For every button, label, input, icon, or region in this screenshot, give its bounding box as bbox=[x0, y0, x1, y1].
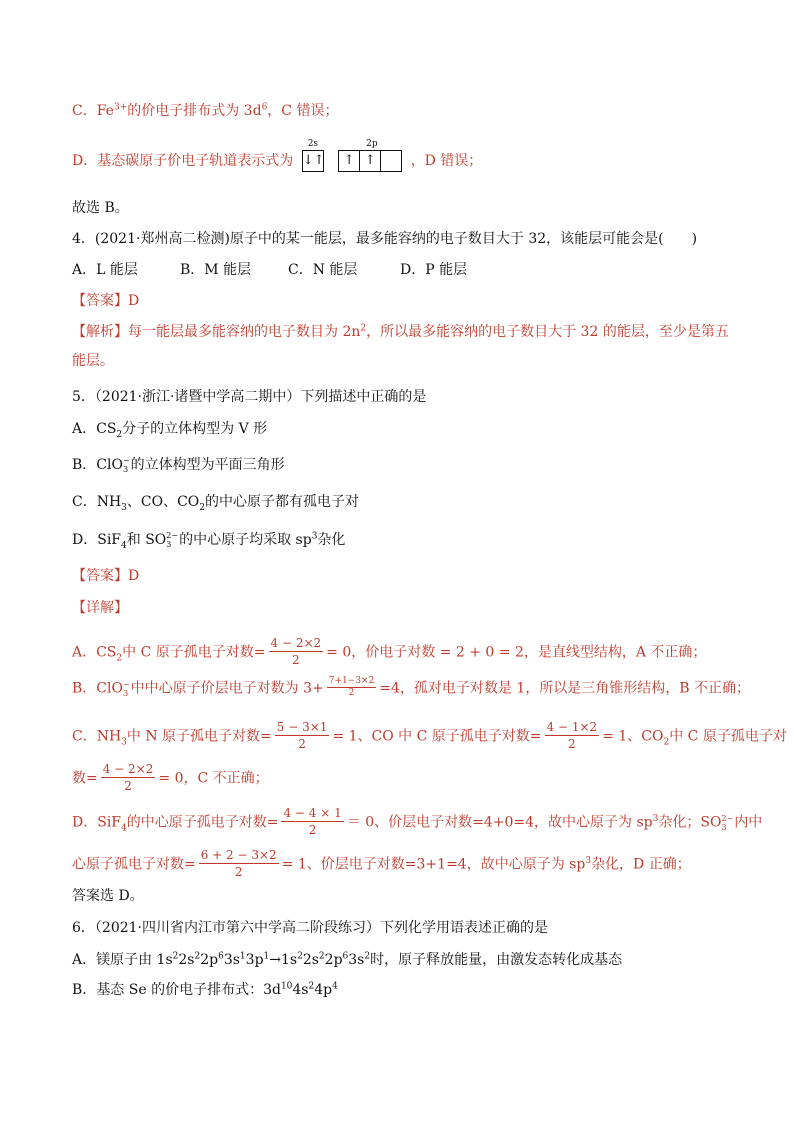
detail-c-2 bbox=[72, 762, 269, 795]
superscript: 4 bbox=[332, 981, 338, 992]
fraction bbox=[281, 805, 343, 838]
q5-option-a bbox=[72, 419, 267, 439]
subscript: 4 bbox=[121, 823, 127, 834]
text: = 1、CO bbox=[602, 728, 664, 745]
option-d: D．P 能层 bbox=[400, 262, 468, 278]
text: = 0，价电子对数 = 2 + 0 = 2，是直线型结构，A 不正确； bbox=[326, 644, 707, 661]
subscript: 3 bbox=[122, 688, 129, 698]
superscript: 2 bbox=[297, 951, 303, 962]
superscript: 2 bbox=[172, 951, 179, 962]
superscript: 2 bbox=[308, 981, 315, 992]
text: ＝ 0、价层电子对数=4+0=4，故中心原子为 sp bbox=[346, 814, 653, 831]
denominator: 2 bbox=[568, 737, 576, 751]
orbital-label-2s: 2s bbox=[307, 139, 319, 149]
superscript: 3 bbox=[652, 813, 659, 824]
detail-a bbox=[72, 636, 706, 669]
text: B．ClO bbox=[72, 680, 123, 697]
text: = 1、CO 中 C 原子孤电子对数= bbox=[332, 728, 542, 745]
text: C．Fe bbox=[72, 103, 114, 119]
text: 中中心原子价层电子对数为 3+ bbox=[130, 680, 324, 697]
ion-charge bbox=[123, 456, 130, 474]
q5-answer bbox=[72, 566, 139, 586]
denominator: 2 bbox=[298, 737, 306, 751]
question-6: 6．（2021·四川省内江市第六中学高二阶段练习）下列化学用语表述正确的是 bbox=[72, 920, 548, 936]
text: →1s bbox=[269, 952, 298, 968]
text: C．NH bbox=[72, 728, 122, 745]
text: 2p bbox=[324, 952, 343, 968]
option-b: B．M 能层 bbox=[180, 262, 252, 278]
superscript: 1 bbox=[263, 951, 270, 962]
text: 数= bbox=[72, 770, 98, 787]
q6-option-b bbox=[72, 980, 338, 1000]
answer-tag: 【答案】 bbox=[72, 568, 128, 584]
answer-value: D bbox=[128, 568, 140, 584]
numerator: 4 − 2×2 bbox=[102, 762, 154, 776]
numerator: 5 − 3×1 bbox=[276, 720, 328, 734]
superscript: 2− bbox=[166, 531, 179, 540]
superscript: 6 bbox=[342, 951, 349, 962]
fraction bbox=[545, 719, 600, 752]
text: 中 C 原子孤电子对数= bbox=[122, 644, 266, 661]
text: D．SiF bbox=[72, 532, 122, 548]
q5-option-c bbox=[72, 492, 359, 512]
orbital-box bbox=[380, 150, 402, 172]
numerator: 4 − 1×2 bbox=[546, 720, 598, 734]
fraction bbox=[101, 761, 156, 794]
superscript: 10 bbox=[280, 981, 293, 992]
superscript: 2 bbox=[318, 951, 325, 962]
text: D．SiF bbox=[72, 814, 122, 831]
text: 4p bbox=[314, 982, 333, 998]
answer-value: D bbox=[128, 293, 140, 309]
text: 心原子孤电子对数= bbox=[72, 856, 196, 873]
text: 2p bbox=[200, 952, 219, 968]
superscript: 2 bbox=[364, 951, 371, 962]
answer-d: 答案选 D。 bbox=[72, 888, 144, 904]
orbital-box: ↓↑ bbox=[302, 150, 324, 172]
text: 内中 bbox=[734, 814, 763, 831]
superscript: 2 bbox=[360, 323, 367, 334]
subscript: 2 bbox=[116, 429, 123, 440]
text: 2s bbox=[302, 952, 319, 968]
denominator: 2 bbox=[308, 823, 317, 837]
text: 的中心原子均采取 sp bbox=[179, 532, 312, 548]
text: 的中心原子都有孤电子对 bbox=[205, 494, 360, 510]
text: 中 N 原子孤电子对数= bbox=[126, 728, 272, 745]
subscript: 3 bbox=[721, 822, 727, 832]
text: 杂化；SO bbox=[658, 814, 722, 831]
subscript: 2 bbox=[116, 653, 123, 664]
fraction bbox=[269, 635, 324, 668]
ion-charge bbox=[721, 814, 733, 832]
superscript: 3+ bbox=[113, 102, 128, 113]
q5-option-b bbox=[72, 455, 285, 475]
text: 3s bbox=[348, 952, 365, 968]
text: = 1、价层电子对数=3+1=4，故中心原子为 sp bbox=[281, 856, 586, 873]
subscript: 4 bbox=[121, 540, 127, 551]
answer-tag: 【答案】 bbox=[72, 293, 128, 309]
text: 时，原子释放能量，由激发态转化成基态 bbox=[370, 952, 623, 968]
orbital-2p bbox=[338, 139, 402, 172]
text: 每一能层最多能容纳的电子数目为 2n bbox=[128, 324, 361, 340]
orbital-box: ↑ bbox=[338, 150, 360, 172]
superscript: 3 bbox=[585, 855, 592, 866]
text: 、CO、CO bbox=[126, 494, 200, 510]
option-a: A．L 能层 bbox=[72, 262, 138, 278]
superscript: − bbox=[122, 456, 130, 465]
superscript: 6 bbox=[218, 951, 224, 962]
subscript: 3 bbox=[121, 502, 127, 513]
fraction bbox=[199, 847, 279, 880]
ion-charge bbox=[123, 680, 130, 698]
text: B．基态 Se 的价电子排布式：3d bbox=[72, 982, 281, 998]
q5-detail-tag: 【详解】 bbox=[72, 600, 128, 616]
superscript: − bbox=[122, 679, 130, 689]
ion-charge bbox=[166, 531, 178, 549]
text: D．基态碳原子价电子轨道表示式为 bbox=[72, 153, 294, 169]
option-d-line bbox=[72, 139, 483, 172]
explanation-tag: 【解析】 bbox=[72, 324, 128, 340]
question-4-options bbox=[72, 260, 467, 280]
text: 2s bbox=[178, 952, 195, 968]
superscript: 2 bbox=[194, 951, 201, 962]
text: =4，孤对电子对数是 1，所以是三角锥形结构，B 不正确； bbox=[379, 680, 751, 697]
text: A．镁原子由 1s bbox=[72, 952, 173, 968]
text: 杂化，D 正确； bbox=[591, 856, 691, 873]
text: ，C 错误； bbox=[267, 103, 339, 119]
text: 3s bbox=[223, 952, 240, 968]
numerator: 4 − 4 × 1 bbox=[283, 806, 342, 820]
denominator: 2 bbox=[292, 653, 300, 667]
superscript: 2− bbox=[721, 813, 734, 823]
orbital-box: ↑ bbox=[359, 150, 381, 172]
text: 3p bbox=[245, 952, 264, 968]
fraction bbox=[327, 676, 377, 699]
text: B．ClO bbox=[72, 457, 123, 473]
text: C．NH bbox=[72, 494, 122, 510]
text: 中 C 原子孤电子对 bbox=[669, 728, 787, 745]
orbital-2s bbox=[302, 139, 325, 172]
choose-b: 故选 B。 bbox=[72, 200, 129, 216]
text: 4s bbox=[292, 982, 309, 998]
fraction bbox=[275, 719, 330, 752]
subscript: 3 bbox=[166, 540, 172, 549]
denominator: 2 bbox=[124, 779, 132, 793]
text: A．CS bbox=[72, 421, 117, 437]
q4-explanation-1 bbox=[72, 322, 729, 342]
text: 的价电子排布式为 3d bbox=[127, 103, 262, 119]
subscript: 2 bbox=[199, 502, 206, 513]
superscript: 6 bbox=[261, 102, 268, 113]
text: ，D 错误； bbox=[410, 153, 483, 169]
q4-answer bbox=[72, 291, 139, 311]
detail-d-1 bbox=[72, 806, 762, 839]
text: 杂化 bbox=[317, 532, 346, 548]
orbital-label-2p: 2p bbox=[366, 139, 378, 149]
superscript: 3 bbox=[311, 531, 318, 542]
q5-option-d bbox=[72, 530, 345, 550]
q6-option-a bbox=[72, 950, 622, 970]
superscript: 1 bbox=[239, 951, 246, 962]
text: = 0，C 不正确； bbox=[158, 770, 269, 787]
text: 的立体构型为平面三角形 bbox=[130, 457, 285, 473]
detail-b bbox=[72, 677, 750, 700]
text: ，所以最多能容纳的电子数目大于 32 的能层，至少是第五 bbox=[366, 324, 729, 340]
numerator: 4 − 2×2 bbox=[270, 636, 322, 650]
detail-c-1 bbox=[72, 720, 787, 753]
option-c-line bbox=[72, 101, 338, 121]
text: 的中心原子孤电子对数= bbox=[126, 814, 279, 831]
detail-d-2 bbox=[72, 848, 691, 881]
q4-explanation-2: 能层。 bbox=[72, 353, 114, 369]
subscript: 3 bbox=[122, 465, 129, 474]
text: A．CS bbox=[72, 644, 117, 661]
option-c: C．N 能层 bbox=[288, 262, 358, 278]
question-5: 5．（2021·浙江·诸暨中学高二期中）下列描述中正确的是 bbox=[72, 389, 427, 405]
denominator: 2 bbox=[234, 865, 243, 879]
subscript: 2 bbox=[663, 737, 670, 748]
question-4: 4．(2021·郑州高二检测)原子中的某一能层，最多能容纳的电子数目大于 32，该能层可能会是( ) bbox=[72, 231, 698, 247]
text: 和 SO bbox=[126, 532, 167, 548]
denominator: 2 bbox=[348, 688, 355, 698]
numerator: 7+1−3×2 bbox=[328, 676, 375, 686]
text: 分子的立体构型为 V 形 bbox=[122, 421, 268, 437]
numerator: 6 + 2 − 3×2 bbox=[200, 848, 277, 862]
subscript: 3 bbox=[121, 737, 127, 748]
